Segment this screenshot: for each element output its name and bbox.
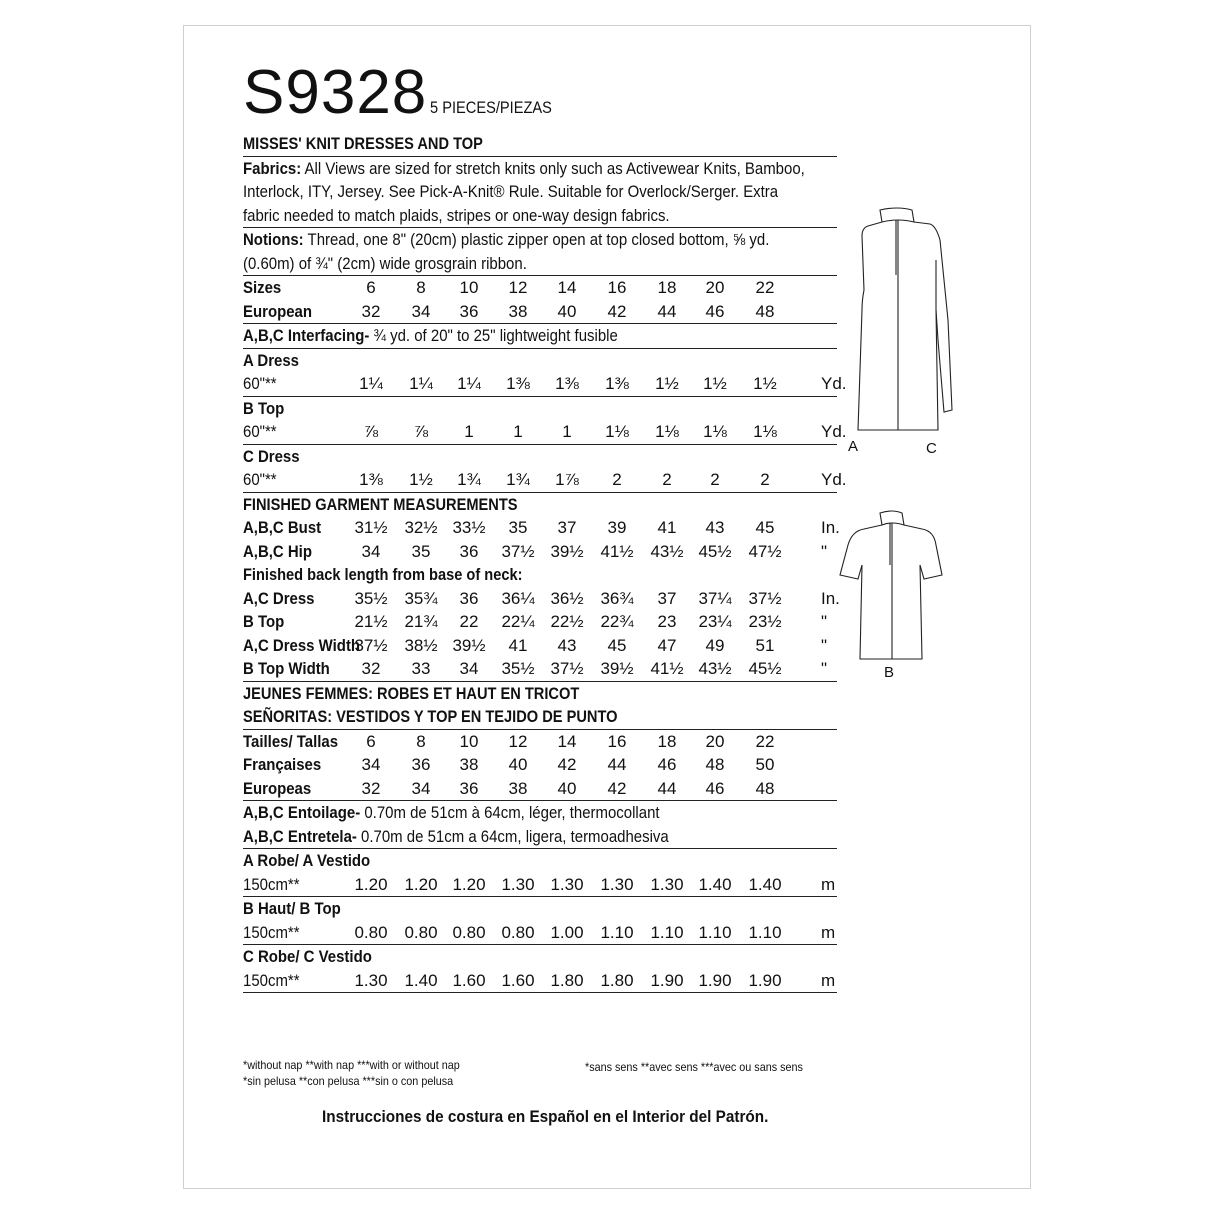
divider xyxy=(243,992,837,993)
translated-size-cell: 46 xyxy=(657,755,677,774)
back-length-cell: 36¾ xyxy=(600,588,634,608)
back-length-row xyxy=(243,587,840,611)
back-length-cell: 37 xyxy=(657,588,677,608)
measurement-label: A,B,C Bust xyxy=(243,518,322,537)
translated-size-cell: 36 xyxy=(411,755,431,774)
size-cell: 18 xyxy=(657,278,677,297)
back-length-cell: 22½ xyxy=(550,612,584,631)
back-length-cell: 33 xyxy=(411,659,431,678)
translated-yardage-cell: 1.30 xyxy=(501,874,535,894)
back-length-cell: 45 xyxy=(607,635,627,655)
translated-yardage-row xyxy=(243,873,837,897)
fabrics-label: Fabrics: xyxy=(243,158,302,178)
yardage-unit: Yd. xyxy=(821,422,847,441)
translated-sizes-table xyxy=(243,730,837,801)
yardage-cell: 2 xyxy=(612,470,622,489)
back-length-cell: 37½ xyxy=(748,588,782,608)
translated-size-cell: 44 xyxy=(607,755,627,774)
size-cell: 42 xyxy=(607,301,627,321)
fabrics-block xyxy=(243,157,837,228)
size-cell: 22 xyxy=(755,278,775,297)
back-length-cell: 37¼ xyxy=(698,588,732,608)
size-cell: 16 xyxy=(607,278,627,297)
yardage-unit: Yd. xyxy=(821,470,847,489)
translated-yardage-cell: 1.10 xyxy=(600,922,634,942)
translated-size-cell: 10 xyxy=(459,731,479,751)
back-length-cell: 36 xyxy=(459,588,479,608)
notions-text-1: Thread, one 8" (20cm) plastic zipper open at top closed bottom, ⅝ yd. xyxy=(303,230,770,249)
yardage-cell: 1⅜ xyxy=(359,470,383,489)
title-french: JEUNES FEMMES: ROBES ET HAUT EN TRICOT xyxy=(243,683,580,703)
translated-yardage-view-label: C Robe/ C Vestido xyxy=(243,947,372,966)
back-length-cell: 36½ xyxy=(550,588,584,608)
yardage-row xyxy=(243,420,847,444)
translated-yardage-view-row xyxy=(243,849,837,873)
measurement-cell: 35 xyxy=(411,541,431,561)
measurement-cell: 41½ xyxy=(600,541,634,561)
yardage-cell: 2 xyxy=(710,470,720,489)
back-length-unit: In. xyxy=(821,588,840,608)
fabrics-text-2: Interlock, ITY, Jersey. See Pick-A-Knit® Rule. Suitable for Overlock/Serger. Extra xyxy=(243,182,779,201)
translated-size-cell: 12 xyxy=(508,731,528,751)
back-length-title: Finished back length from base of neck: xyxy=(243,565,523,584)
translated-size-cell: 42 xyxy=(557,755,577,774)
back-length-cell: 23½ xyxy=(748,612,782,631)
measurement-cell: 47½ xyxy=(748,541,782,561)
translated-yardage-cell: 1.20 xyxy=(452,874,486,894)
translated-size-cell: 34 xyxy=(361,755,381,774)
translated-yardage-cell: 0.80 xyxy=(354,922,388,942)
entretela-text: 0.70m de 51cm a 64cm, ligera, termoadhesiva xyxy=(356,826,669,846)
size-cell: 34 xyxy=(411,301,431,321)
back-length-cell: 21½ xyxy=(354,612,388,631)
back-length-cell: 39½ xyxy=(600,659,634,678)
translated-yardage-view-row xyxy=(243,897,837,921)
translated-size-cell: 6 xyxy=(366,731,376,751)
translated-yardage-cell: 1.30 xyxy=(650,874,684,894)
size-cell: 38 xyxy=(508,301,528,321)
measurement-cell: 35 xyxy=(508,518,528,537)
translated-size-row xyxy=(243,753,837,777)
translated-size-cell: 48 xyxy=(705,755,725,774)
title-spanish: SEÑORITAS: VESTIDOS Y TOP EN TEJIDO DE PUNTO xyxy=(243,707,618,726)
back-length-cell: 51 xyxy=(755,635,775,655)
translated-size-cell: 38 xyxy=(459,755,479,774)
fabrics-text-3: fabric needed to match plaids, stripes or one-way design fabrics. xyxy=(243,205,670,225)
translated-yardage-label: 150cm** xyxy=(243,874,300,894)
translated-yardage-cell: 1.10 xyxy=(650,922,684,942)
back-length-cell: 45½ xyxy=(748,659,782,678)
pattern-number: S9328 xyxy=(243,58,428,127)
entoilage-label: A,B,C Entoilage- xyxy=(243,803,361,822)
yardage-cell: 1 xyxy=(562,422,572,441)
yardage-view-row xyxy=(243,445,837,469)
translated-yardage-unit: m xyxy=(821,874,836,894)
back-length-cell: 23 xyxy=(657,612,677,631)
size-cell: 40 xyxy=(557,301,577,321)
translated-size-cell: 34 xyxy=(411,778,431,798)
yardage-cell: 1⅜ xyxy=(555,374,579,393)
translated-size-row xyxy=(243,730,837,754)
view-label-c: C xyxy=(926,440,937,457)
back-length-row xyxy=(243,634,837,658)
back-length-cell: 43½ xyxy=(698,659,732,678)
back-length-label: B Top xyxy=(243,612,285,631)
translated-yardage-cell: 1.60 xyxy=(452,970,486,990)
translated-yardage-cell: 1.40 xyxy=(404,970,438,990)
view-label-a: A xyxy=(848,438,859,455)
translated-size-cell: 44 xyxy=(657,778,677,798)
footnote-french: *sans sens **avec sens ***avec ou sans sens xyxy=(585,1060,803,1074)
translated-yardage-cell: 1.80 xyxy=(600,970,634,990)
yardage-label: 60"** xyxy=(243,374,277,393)
translated-yardage-row xyxy=(243,921,837,945)
measurement-cell: 33½ xyxy=(452,518,486,537)
translated-yardage-cell: 0.80 xyxy=(452,922,486,942)
size-label: Sizes xyxy=(243,278,282,297)
translated-yardage-cell: 1.90 xyxy=(698,970,732,990)
translated-yardage-cell: 1.10 xyxy=(748,922,782,942)
yardage-view-label: B Top xyxy=(243,398,285,418)
translated-size-cell: 40 xyxy=(508,755,528,774)
yardage-cell: 1½ xyxy=(703,374,727,393)
entretela-label: A,B,C Entretela- xyxy=(243,826,357,846)
content-column xyxy=(243,132,847,993)
measurement-cell: 37 xyxy=(557,518,577,537)
back-length-unit: " xyxy=(821,612,828,631)
measurement-cell: 45 xyxy=(755,518,775,537)
translated-size-cell: 8 xyxy=(416,731,426,751)
back-length-label: A,C Dress xyxy=(243,588,315,608)
yardage-cell: ⅞ xyxy=(363,422,379,441)
size-cell: 44 xyxy=(657,301,677,321)
translated-yardage-cell: 1.60 xyxy=(501,970,535,990)
yardage-cell: 1⅛ xyxy=(655,422,679,441)
yardage-cell: 1⅛ xyxy=(753,422,777,441)
size-cell: 12 xyxy=(508,278,528,297)
measurement-label: A,B,C Hip xyxy=(243,541,312,561)
pieces-count: 5 PIECES/PIEZAS xyxy=(430,98,552,117)
yardage-cell: 1¼ xyxy=(359,374,383,393)
footnote-english: *without nap **with nap ***with or without nap xyxy=(243,1058,460,1072)
yardage-cell: 1½ xyxy=(409,470,433,489)
top-back-view-drawing xyxy=(836,505,946,665)
translated-yardage-cell: 1.90 xyxy=(748,970,782,990)
back-length-cell: 49 xyxy=(705,635,725,655)
yardage-cell: 1 xyxy=(513,422,523,441)
back-length-cell: 22 xyxy=(459,612,479,631)
finished-measurements-table xyxy=(243,516,840,563)
translated-size-cell: 46 xyxy=(705,778,725,798)
interfacing-line xyxy=(243,324,766,348)
translated-yardage-row xyxy=(243,969,837,993)
back-length-cell: 23¼ xyxy=(698,612,732,631)
translated-yardage-cell: 0.80 xyxy=(404,922,438,942)
size-row xyxy=(243,276,837,300)
entretela-line xyxy=(243,825,766,849)
measurement-unit: In. xyxy=(821,518,840,537)
back-length-cell: 43 xyxy=(557,635,577,655)
measurement-cell: 45½ xyxy=(698,541,732,561)
translated-yardage-table xyxy=(243,849,837,992)
back-length-cell: 37½ xyxy=(354,635,388,655)
yardage-cell: 1⅞ xyxy=(555,470,579,489)
finished-title: FINISHED GARMENT MEASUREMENTS xyxy=(243,494,518,514)
translated-yardage-cell: 1.30 xyxy=(550,874,584,894)
translated-size-cell: 22 xyxy=(755,731,775,751)
back-length-cell: 32 xyxy=(361,659,381,678)
sizes-table xyxy=(243,276,837,323)
translated-yardage-cell: 0.80 xyxy=(501,922,535,942)
measurement-cell: 31½ xyxy=(354,518,388,537)
yardage-cell: 1⅜ xyxy=(605,374,629,393)
yardage-cell: 1¼ xyxy=(457,374,481,393)
back-length-cell: 41 xyxy=(508,635,528,655)
back-length-label: B Top Width xyxy=(243,659,330,678)
yardage-view-label: A Dress xyxy=(243,350,300,370)
yardage-cell: 1¾ xyxy=(506,470,530,489)
yardage-cell: 1⅛ xyxy=(605,422,629,441)
yardage-unit: Yd. xyxy=(821,374,847,393)
translated-yardage-cell: 1.10 xyxy=(698,922,732,942)
yardage-cell: 1½ xyxy=(655,374,679,393)
translated-yardage-cell: 1.90 xyxy=(650,970,684,990)
notions-block xyxy=(243,228,837,275)
spanish-instructions-note: Instrucciones de costura en Español en el Interior del Patrón. xyxy=(322,1107,769,1126)
notions-label: Notions: xyxy=(243,230,304,249)
yardage-row xyxy=(243,468,847,492)
yardage-cell: 1½ xyxy=(753,374,777,393)
translated-size-cell: 18 xyxy=(657,731,677,751)
yardage-cell: 2 xyxy=(760,470,770,489)
translated-size-cell: 50 xyxy=(755,755,775,774)
translated-size-cell: 38 xyxy=(508,778,528,798)
size-cell: 6 xyxy=(366,278,376,297)
translated-size-cell: 48 xyxy=(755,778,775,798)
translated-yardage-view-row xyxy=(243,945,837,969)
back-length-row xyxy=(243,610,837,634)
yardage-label: 60"** xyxy=(243,422,277,441)
measurement-unit: " xyxy=(821,541,828,561)
translated-yardage-cell: 1.20 xyxy=(404,874,438,894)
back-length-cell: 41½ xyxy=(650,659,684,678)
measurement-cell: 32½ xyxy=(404,518,438,537)
notions-text-2: (0.60m) of ¾" (2cm) wide grosgrain ribbon. xyxy=(243,253,527,273)
back-length-cell: 21¾ xyxy=(404,612,438,631)
back-length-unit: " xyxy=(821,635,828,655)
translated-size-label: Françaises xyxy=(243,755,322,774)
size-cell: 48 xyxy=(755,301,775,321)
fabrics-text-1: All Views are sized for stretch knits only such as Activewear Knits, Bamboo, xyxy=(301,158,805,178)
translated-size-label: Tailles/ Tallas xyxy=(243,731,339,751)
size-label: European xyxy=(243,301,312,321)
back-length-table xyxy=(243,587,840,681)
back-length-cell: 35½ xyxy=(354,588,388,608)
translated-yardage-unit: m xyxy=(821,922,836,942)
yardage-label: 60"** xyxy=(243,470,277,489)
translated-yardage-cell: 1.20 xyxy=(354,874,388,894)
translated-size-cell: 20 xyxy=(705,731,725,751)
back-length-unit: " xyxy=(821,659,828,678)
yardage-cell: ⅞ xyxy=(413,422,429,441)
size-cell: 32 xyxy=(361,301,381,321)
translated-size-label: Europeas xyxy=(243,778,312,798)
size-cell: 10 xyxy=(459,278,479,297)
measurement-cell: 37½ xyxy=(501,541,535,561)
translated-size-cell: 42 xyxy=(607,778,627,798)
measurement-cell: 39 xyxy=(607,518,627,537)
yardage-table xyxy=(243,349,847,493)
translated-size-cell: 32 xyxy=(361,778,381,798)
translated-size-cell: 40 xyxy=(557,778,577,798)
yardage-view-label: C Dress xyxy=(243,446,300,466)
back-length-cell: 22¾ xyxy=(600,612,634,631)
yardage-cell: 1 xyxy=(464,422,474,441)
back-length-cell: 36¼ xyxy=(501,588,535,608)
yardage-view-row xyxy=(243,349,837,373)
size-cell: 14 xyxy=(557,278,577,297)
translated-yardage-cell: 1.80 xyxy=(550,970,584,990)
yardage-cell: 1¾ xyxy=(457,470,481,489)
yardage-cell: 1⅜ xyxy=(506,374,530,393)
back-length-cell: 35½ xyxy=(501,659,535,678)
back-length-cell: 22¼ xyxy=(501,612,535,631)
translated-size-cell: 16 xyxy=(607,731,627,751)
size-cell: 8 xyxy=(416,278,426,297)
yardage-cell: 1¼ xyxy=(409,374,433,393)
back-length-label: A,C Dress Width xyxy=(243,635,361,655)
back-length-row xyxy=(243,657,837,681)
translated-size-cell: 36 xyxy=(459,778,479,798)
dress-back-view-drawing xyxy=(840,200,980,480)
back-length-cell: 39½ xyxy=(452,635,486,655)
translated-yardage-view-label: A Robe/ A Vestido xyxy=(243,851,371,870)
entoilage-line xyxy=(243,801,766,825)
translated-size-cell: 14 xyxy=(557,731,577,751)
measurement-row xyxy=(243,516,840,540)
measurement-cell: 43 xyxy=(705,518,725,537)
measurement-cell: 41 xyxy=(657,518,677,537)
translated-yardage-cell: 1.00 xyxy=(550,922,584,942)
translated-yardage-view-label: B Haut/ B Top xyxy=(243,899,341,918)
size-row xyxy=(243,300,837,324)
interfacing-label: A,B,C Interfacing- xyxy=(243,326,370,345)
translated-size-row xyxy=(243,777,837,801)
interfacing-text: ¾ yd. of 20" to 25" lightweight fusible xyxy=(369,326,618,345)
back-length-cell: 35¾ xyxy=(404,588,438,608)
size-cell: 36 xyxy=(459,301,479,321)
back-length-cell: 47 xyxy=(657,635,677,655)
size-cell: 20 xyxy=(705,278,725,297)
translated-yardage-unit: m xyxy=(821,970,836,990)
yardage-row xyxy=(243,372,847,396)
footnote-spanish: *sin pelusa **con pelusa ***sin o con pelusa xyxy=(243,1074,454,1088)
size-cell: 46 xyxy=(705,301,725,321)
measurement-row xyxy=(243,540,837,564)
entoilage-text: 0.70m de 51cm à 64cm, léger, thermocollant xyxy=(360,803,660,822)
measurement-cell: 43½ xyxy=(650,541,684,561)
view-label-b: B xyxy=(884,664,895,681)
translated-yardage-label: 150cm** xyxy=(243,970,300,990)
translated-yardage-cell: 1.40 xyxy=(698,874,732,894)
yardage-cell: 1⅛ xyxy=(703,422,727,441)
translated-yardage-cell: 1.30 xyxy=(354,970,388,990)
measurement-cell: 36 xyxy=(459,541,479,561)
back-length-cell: 38½ xyxy=(404,635,438,655)
translated-yardage-label: 150cm** xyxy=(243,922,300,942)
yardage-view-row xyxy=(243,397,837,421)
measurement-cell: 39½ xyxy=(550,541,584,561)
back-length-cell: 37½ xyxy=(550,659,584,678)
pattern-title: MISSES' KNIT DRESSES AND TOP xyxy=(243,134,483,153)
back-length-cell: 34 xyxy=(459,659,479,678)
yardage-cell: 2 xyxy=(662,470,672,489)
translated-yardage-cell: 1.30 xyxy=(600,874,634,894)
measurement-cell: 34 xyxy=(361,541,381,561)
translated-yardage-cell: 1.40 xyxy=(748,874,782,894)
